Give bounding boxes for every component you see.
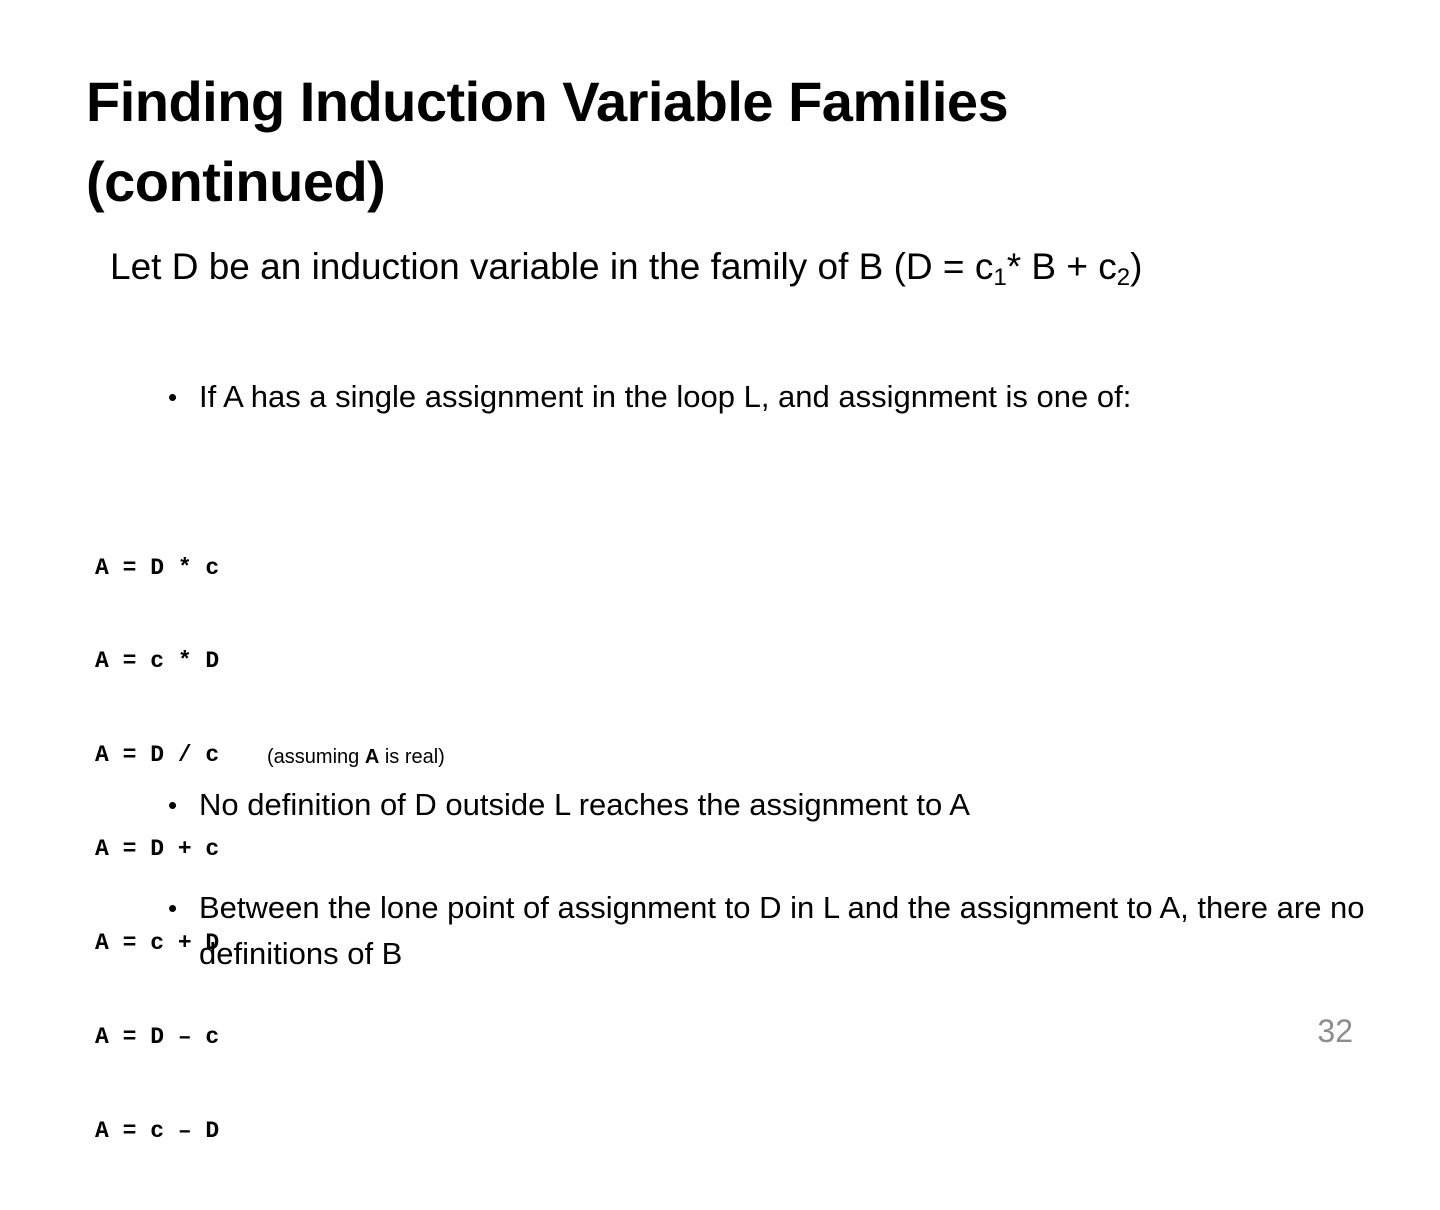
code-line: A = D / c	[95, 742, 220, 769]
slide-title-line-2: (continued)	[86, 150, 386, 213]
page-number: 32	[1317, 1013, 1353, 1049]
code-line: A = c + D	[95, 930, 220, 957]
code-line-with-note	[95, 740, 445, 771]
code-line: A = D + c	[95, 836, 220, 863]
note-bold: A	[364, 746, 380, 769]
bullet-item	[168, 782, 1378, 828]
note-suffix: is real)	[379, 746, 445, 769]
bullet-dot-icon: •	[168, 382, 178, 412]
code-line: A = c * D	[95, 648, 220, 675]
code-line: A = D – c	[95, 1024, 220, 1051]
bullet-text: If A has a single assignment in the loop L, and assignment is one of:	[199, 379, 1132, 414]
intro-middle: * B + c	[1006, 246, 1117, 287]
intro-subscript-2: 2	[1116, 264, 1131, 291]
bullet-dot-icon: •	[168, 790, 178, 820]
assignment-code-block	[95, 490, 445, 1210]
bullet-item	[168, 885, 1378, 977]
intro-subscript-1: 1	[993, 264, 1007, 291]
slide-title	[86, 62, 1286, 222]
bullet-text: No definition of D outside L reaches the assignment to A	[199, 787, 970, 822]
intro-statement	[110, 244, 1142, 290]
bullet-dot-icon: •	[168, 893, 178, 923]
intro-suffix: )	[1130, 246, 1143, 287]
bullet-text: Between the lone point of assignment to D in L and the assignment to A, there are no definitions of B	[199, 890, 1365, 971]
assumption-note	[267, 742, 445, 773]
code-line: A = c – D	[95, 1117, 220, 1144]
bullet-item	[168, 374, 1378, 420]
code-line: A = D * c	[95, 554, 220, 581]
intro-prefix: Let D be an induction variable in the family of B (D = c	[110, 246, 994, 287]
slide-title-line-1: Finding Induction Variable Families	[86, 70, 1009, 133]
note-prefix: (assuming	[267, 746, 365, 769]
